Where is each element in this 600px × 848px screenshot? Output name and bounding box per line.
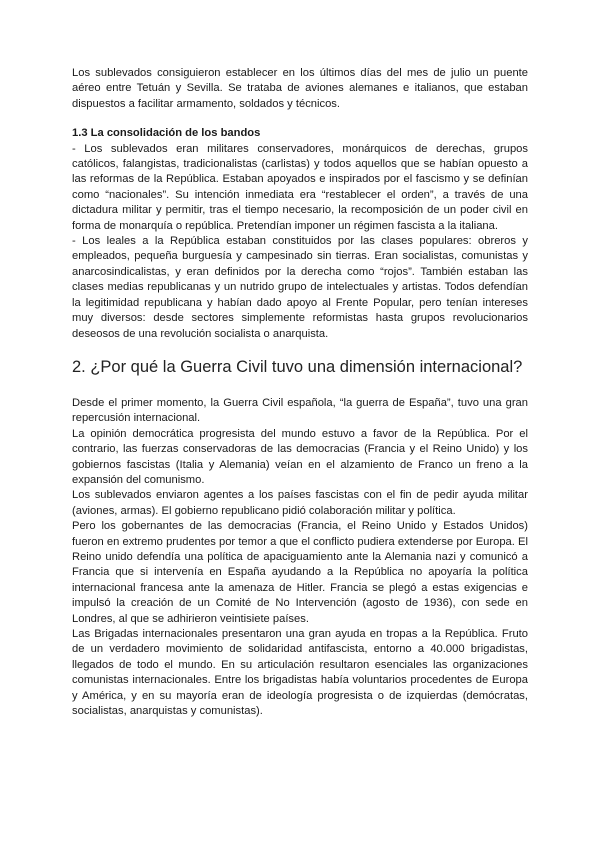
section-2-paragraph: Desde el primer momento, la Guerra Civil española, “la guerra de España”, tuvo una gran repercusión internacional. — [72, 396, 528, 425]
document-page — [72, 66, 528, 719]
section-1-3-heading: 1.3 La consolidación de los bandos — [72, 127, 261, 140]
section-2-paragraph: Los sublevados enviaron agentes a los países fascistas con el fin de pedir ayuda militar (aviones, armas). El gobierno republicano pidió colaboración militar y política. — [72, 489, 528, 517]
section-2-heading: 2. ¿Por qué la Guerra Civil tuvo una dimensión internacional? — [72, 357, 523, 376]
sublevados-paragraph: - Los sublevados eran militares conservadores, monárquicos de derechas, grupos católicos, falangistas, tradicionalistas (carlistas) y todos aquellos que se habían opuesto a las reformas de la República. Estaban apoyados e inspirados por el fascismo y se definían como “nacionales”. Su intención inmediata era “restablecer el orden”, a través de una dictadura militar y permitir, tras el tiempo necesario, la recomposición de un poder civil en forma de monarquía o república. Pretendían imponer un régimen fascista a la italiana. — [72, 142, 528, 232]
intro-paragraph: Los sublevados consiguieron establecer en los últimos días del mes de julio un puente aéreo entre Tetuán y Sevilla. Se trataba de aviones alemanes e italianos, que estaban dispuestos a facilitar armamento, soldados y técnicos. — [72, 67, 528, 110]
spacer — [72, 112, 528, 126]
section-2-paragraph: Las Brigadas internacionales presentaron una gran ayuda en tropas a la República. Fruto de un verdadero movimiento de solidaridad antifascista, entorno a 40.000 brigadistas, llegados de todo el mundo. En su articulación resultaron esenciales las organizaciones comunistas internacionales. Entre los brigadistas había voluntarios procedentes de Europa y América, y en su mayoría eran de ideología progresista o de izquierdas (demócratas, socialistas, anarquistas y comunistas). — [72, 628, 528, 718]
leales-paragraph: - Los leales a la República estaban constituidos por las clases populares: obreros y empleados, pequeña burguesía y campesinado sin tierras. Eran socialistas, comunistas y anarcosindicalistas, y eran definidos por la derecha como “rojos”. También estaban las clases medias republicanas y un nutrido grupo de intelectuales y artistas. Todos defendían la legitimidad republicana y habían dado apoyo al Frente Popular, pero tenían intereses muy diversos: desde sectores simplemente reformistas hasta grupos revolucionarios deseosos de una revolución socialista o anarquista. — [72, 235, 528, 340]
section-2-paragraph: La opinión democrática progresista del mundo estuvo a favor de la República. Por el contrario, las fuerzas conservadoras de las democracias (Francia y el Reino Unido) y los gobiernos fascistas (Italia y Alemania) veían en el alzamiento de Franco un freno a la expansión del comunismo. — [72, 427, 528, 486]
section-2-paragraph: Pero los gobernantes de las democracias (Francia, el Reino Unido y Estados Unidos) fueron en extremo prudentes por temor a que el conflicto pudiera extenderse por Europa. El Reino unido defendía una política de apaciguamiento ante la Alemania nazi y comunicó a Francia que si intervenía en España ayudando a la República no apoyaría la política internacional francesa ante la amenaza de Hitler. Francia se plegó a estas exigencias e impulsó la creación de un Comité de No Intervención (agosto de 1936), con sede en Londres, al que se adhirieron veintisiete países. — [72, 520, 528, 625]
